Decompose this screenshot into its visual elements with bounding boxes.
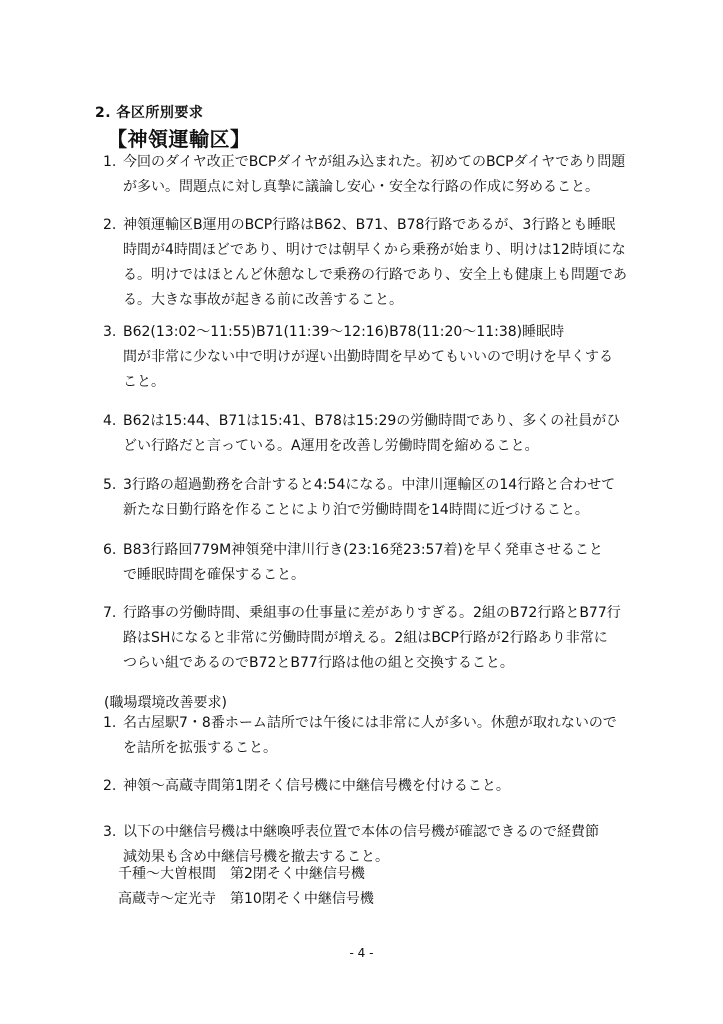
- item-number: 4.: [103, 413, 117, 429]
- request-item: [103, 601, 648, 676]
- item-text: 今回のダイヤ改正でBCPダイヤが組み込まれた。初めてのBCPダイヤであり問題 が多い。問題点に対し真摯に議論し安心・安全な行路の作成に努めること。: [123, 154, 626, 195]
- item-number: 6.: [103, 542, 117, 558]
- item-number: 2.: [103, 217, 117, 233]
- item-text: 以下の中継信号機は中継喚呼表位置で本体の信号機が確認できるので経費節 減効果も含め中継信号機を撤去すること。: [123, 824, 599, 865]
- item-number: 1.: [103, 715, 117, 731]
- workplace-item: [103, 774, 648, 799]
- office-heading: 【神領運輸区】: [107, 127, 251, 151]
- item-number: 3.: [103, 324, 117, 340]
- workplace-heading: (職場環境改善要求): [104, 695, 227, 711]
- item-number: 7.: [103, 605, 117, 621]
- request-item: [103, 473, 648, 523]
- section-heading: 2. 各区所別要求: [95, 105, 204, 121]
- workplace-item: [103, 711, 648, 761]
- item-text: 3行路の超過勤務を合計すると4:54になる。中津川運輸区の14行路と合わせて 新たな日勤行路を作ることにより泊で労働時間を14時間に近づけること。: [123, 477, 616, 518]
- item-number: 1.: [103, 154, 117, 170]
- request-item: [103, 150, 648, 200]
- item-text: B62(13:02～11:55)B71(11:39～12:16)B78(11:20～11:38)睡眠時 間が非常に少ない中で明けが遅い出勤時間を早めてもいいので明けを早くする こと。: [123, 324, 613, 390]
- signal-list: 千種～大曽根間 第2閉そく中継信号機 高蔵寺～定光寺 第10閉そく中継信号機: [118, 866, 374, 907]
- item-text: B62は15:44、B71は15:41、B78は15:29の労働時間であり、多くの社員がひ どい行路だと言っている。A運用を改善し労働時間を縮めること。: [123, 413, 621, 454]
- item-text: 行路事の労働時間、乗組事の仕事量に差がありすぎる。2組のB72行路とB77行 路はSHになると非常に労働時間が増える。2組はBCP行路が2行路あり非常に つらい組であるのでB72とB77行路は他の組と交換すること。: [123, 605, 621, 671]
- request-item: [103, 538, 648, 588]
- item-number: 5.: [103, 477, 117, 493]
- item-text: 神領～高蔵寺間第1閉そく信号機に中継信号機を付けること。: [123, 778, 510, 794]
- page-number: - 4 -: [349, 946, 374, 960]
- item-text: 神領運輸区B運用のBCP行路はB62、B71、B78行路であるが、3行路とも睡眠 時間が4時間ほどであり、明けでは朝早くから乗務が始まり、明けは12時頃にな る。明けではほとんど休憩なしで乗務の行路であり、安全上も健康上も問題であ る。大きな事故が起きる前に改善すること。: [123, 217, 627, 308]
- request-item: [103, 320, 648, 395]
- request-item: [103, 213, 648, 313]
- item-number: 3.: [103, 824, 117, 840]
- item-text: 名古屋駅7・8番ホーム詰所では午後には非常に人が多い。休憩が取れないので を詰所を拡張すること。: [123, 715, 617, 756]
- request-item: [103, 409, 648, 459]
- item-text: B83行路回779M神領発中津川行き(23:16発23:57着)を早く発車させること で睡眠時間を確保すること。: [123, 542, 603, 583]
- item-number: 2.: [103, 778, 117, 794]
